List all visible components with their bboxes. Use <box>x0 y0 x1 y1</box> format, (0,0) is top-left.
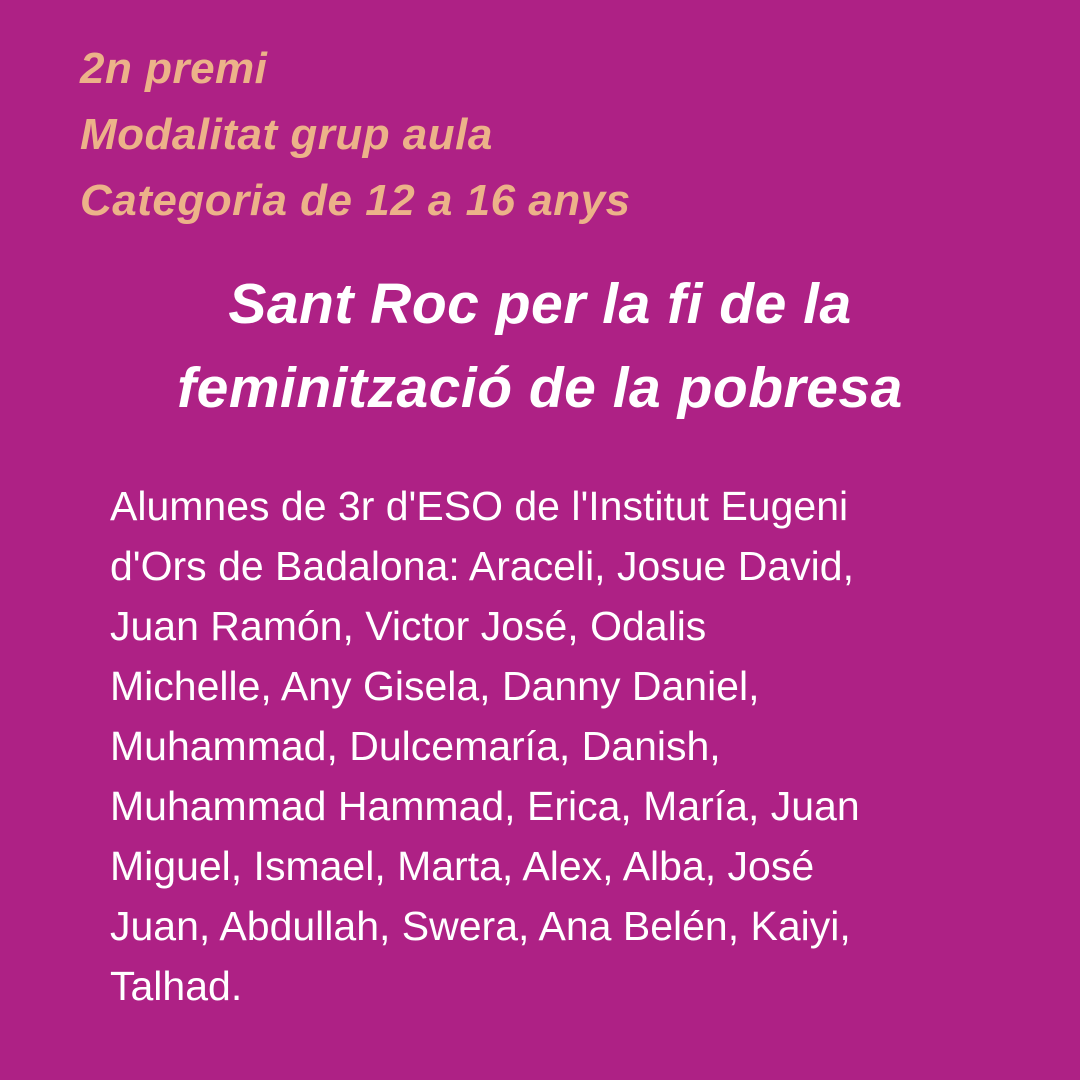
text-line: Alumnes de 3r d'ESO de l'Institut Eugeni <box>110 483 849 529</box>
text-line: Miguel, Ismael, Marta, Alex, Alba, José <box>110 843 815 889</box>
text-line: Muhammad Hammad, Erica, María, Juan <box>110 783 860 829</box>
text-line: d'Ors de Badalona: Araceli, Josue David, <box>110 543 854 589</box>
text-line: Modalitat grup aula <box>80 110 493 159</box>
text-line: Talhad. <box>110 963 243 1009</box>
text-line: Sant Roc per la fi de la <box>228 272 852 336</box>
award-header <box>80 36 1000 234</box>
text-line: 2n premi <box>80 44 268 93</box>
text-line: Juan, Abdullah, Swera, Ana Belén, Kaiyi, <box>110 903 851 949</box>
text-line: Categoria de 12 a 16 anys <box>80 176 631 225</box>
text-line: Michelle, Any Gisela, Danny Daniel, <box>110 663 760 709</box>
text-line: feminització de la pobresa <box>177 356 903 420</box>
project-title <box>90 262 990 430</box>
text-line: Muhammad, Dulcemaría, Danish, <box>110 723 721 769</box>
text-line: Juan Ramón, Victor José, Odalis <box>110 603 707 649</box>
participants-text <box>110 476 995 1016</box>
